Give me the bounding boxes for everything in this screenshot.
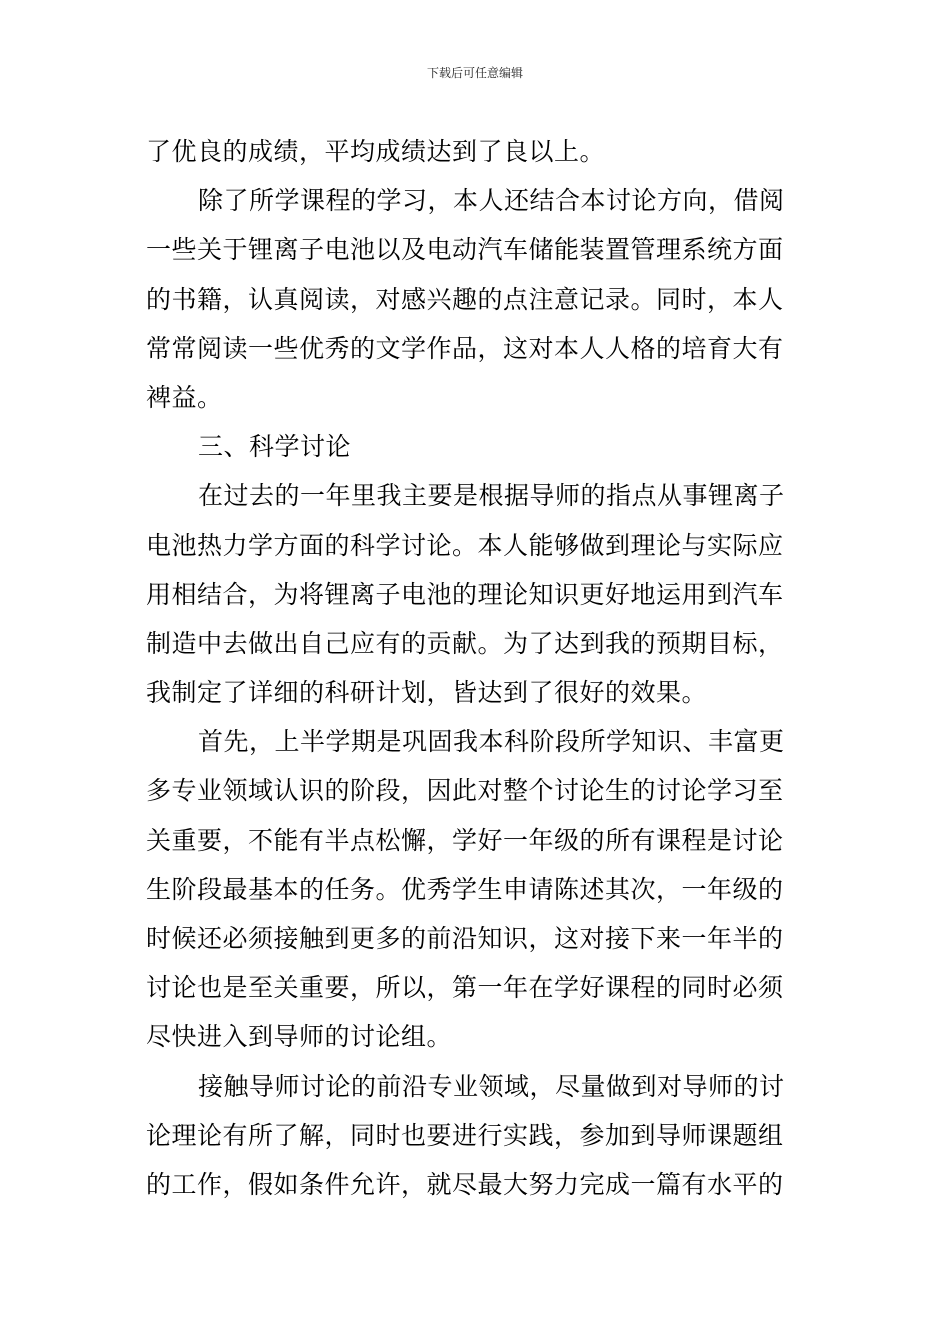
- text-line: 用相结合，为将锂离子电池的理论知识更好地运用到汽车: [146, 579, 784, 609]
- text-line: 多专业领域认识的阶段，因此对整个讨论生的讨论学习至: [146, 776, 784, 806]
- text-line: 了优良的成绩，平均成绩达到了良以上。: [146, 137, 606, 166]
- text-line: 论理论有所了解，同时也要进行实践，参加到导师课题组: [146, 1120, 784, 1150]
- text-line: 我制定了详细的科研计划，皆达到了很好的效果。: [146, 678, 708, 708]
- text-line: 接触导师讨论的前沿专业领域，尽量做到对导师的讨: [198, 1071, 785, 1101]
- text-line: 裨益。: [146, 382, 223, 412]
- text-line: 制造中去做出自己应有的贡献。为了达到我的预期目标，: [146, 628, 784, 658]
- text-line: 电池热力学方面的科学讨论。本人能够做到理论与实际应: [146, 530, 784, 560]
- text-line: 的工作，假如条件允许，就尽最大努力完成一篇有水平的: [146, 1169, 784, 1199]
- text-line: 讨论也是至关重要，所以，第一年在学好课程的同时必须: [146, 973, 784, 1003]
- text-line: 除了所学课程的学习，本人还结合本讨论方向，借阅: [198, 186, 785, 216]
- text-line: 常常阅读一些优秀的文学作品，这对本人人格的培育大有: [146, 333, 784, 363]
- section-heading: 三、科学讨论: [198, 432, 352, 462]
- text-line: 在过去的一年里我主要是根据导师的指点从事锂离子: [198, 481, 785, 511]
- text-line: 尽快进入到导师的讨论组。: [146, 1022, 453, 1052]
- text-line: 时候还必须接触到更多的前沿知识，这对接下来一年半的: [146, 924, 784, 953]
- text-line: 一些关于锂离子电池以及电动汽车储能装置管理系统方面: [146, 235, 784, 265]
- text-line: 首先，上半学期是巩固我本科阶段所学知识、丰富更: [198, 727, 785, 757]
- page-header: 下载后可任意编辑: [426, 66, 523, 80]
- text-line: 的书籍，认真阅读，对感兴趣的点注意记录。同时，本人: [146, 284, 784, 314]
- text-line: 生阶段最基本的任务。优秀学生申请陈述其次，一年级的: [146, 874, 784, 904]
- document-body: [146, 127, 810, 1209]
- text-line: 关重要，不能有半点松懈，学好一年级的所有课程是讨论: [146, 825, 784, 855]
